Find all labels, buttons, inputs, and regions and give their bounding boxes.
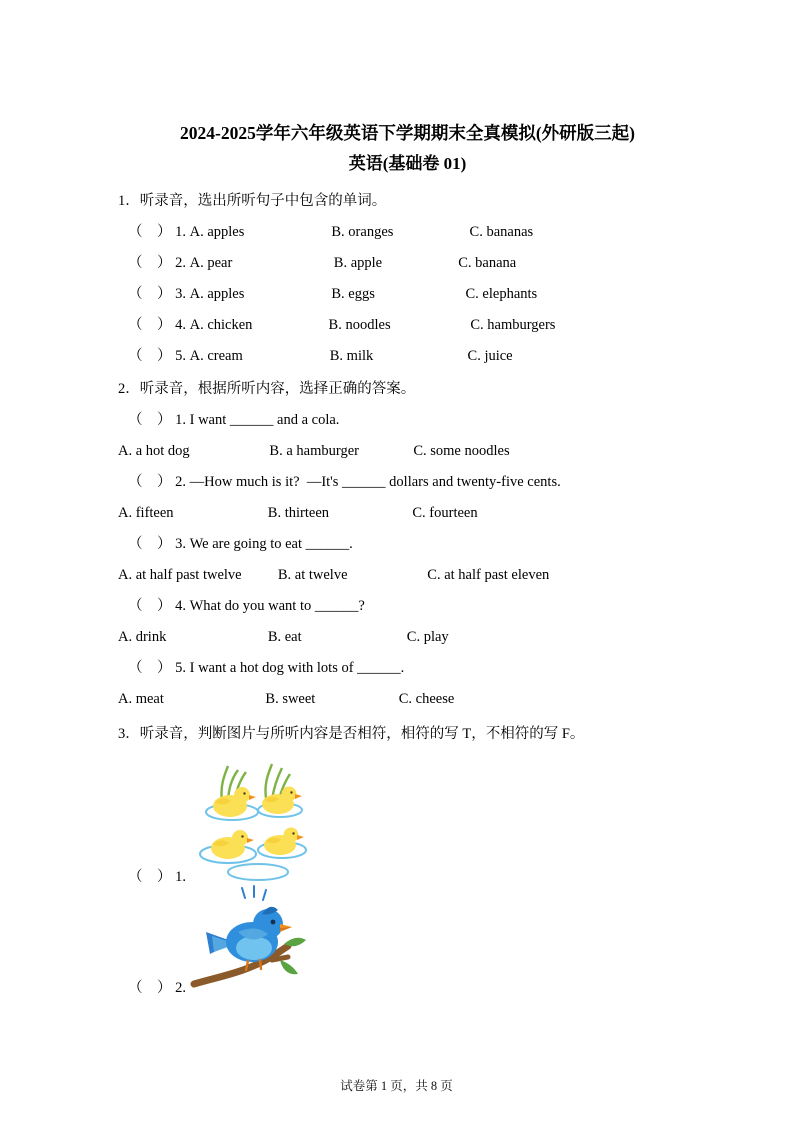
page-title: 2024-2025学年六年级英语下学期期末全真模拟(外研版三起) bbox=[180, 123, 635, 143]
question-stem[interactable]: （ ） 1. I want ______ and a cola. bbox=[128, 412, 340, 428]
ducks-in-pond-image bbox=[170, 750, 310, 865]
question-stem[interactable]: （ ） 3. We are going to eat ______. bbox=[128, 536, 353, 552]
picture-item-label[interactable]: （ ） 2. bbox=[128, 980, 186, 996]
section-3-heading: 3．听录音，判断图片与所听内容是否相符，相符的写 T，不相符的写 F。 bbox=[118, 726, 585, 742]
question-stem[interactable]: （ ） 5. I want a hot dog with lots of ______. bbox=[128, 660, 405, 676]
picture-item-label[interactable]: （ ） 1. bbox=[128, 869, 186, 885]
question-options[interactable]: A. a hot dog B. a hamburger C. some noodles bbox=[118, 443, 510, 459]
page-subtitle: 英语(基础卷 01) bbox=[348, 154, 467, 173]
section-1-heading: 1．听录音，选出所听句子中包含的单词。 bbox=[118, 193, 387, 209]
question-options[interactable]: A. at half past twelve B. at twelve C. at half past eleven bbox=[118, 567, 550, 583]
question-options[interactable]: A. fifteen B. thirteen C. fourteen bbox=[118, 505, 478, 521]
question-item[interactable]: （ ） 4. A. chicken B. noodles C. hamburgers bbox=[128, 317, 556, 333]
question-item[interactable]: （ ） 2. A. pear B. apple C. banana bbox=[128, 255, 517, 271]
question-item[interactable]: （ ） 5. A. cream B. milk C. juice bbox=[128, 348, 513, 364]
question-item[interactable]: （ ） 3. A. apples B. eggs C. elephants bbox=[128, 286, 538, 302]
section-2-heading: 2．听录音，根据所听内容，选择正确的答案。 bbox=[118, 381, 416, 397]
question-stem[interactable]: （ ） 4. What do you want to ______? bbox=[128, 598, 365, 614]
question-stem[interactable]: （ ） 2. —How much is it? —It's ______ dollars and twenty-five cents. bbox=[128, 474, 561, 490]
question-options[interactable]: A. meat B. sweet C. cheese bbox=[118, 691, 455, 707]
question-item[interactable]: （ ） 1. A. apples B. oranges C. bananas bbox=[128, 224, 534, 240]
page-footer: 试卷第 1 页，共 8 页 bbox=[340, 1079, 453, 1093]
blue-bird-on-branch-image bbox=[176, 886, 286, 976]
question-options[interactable]: A. drink B. eat C. play bbox=[118, 629, 449, 645]
